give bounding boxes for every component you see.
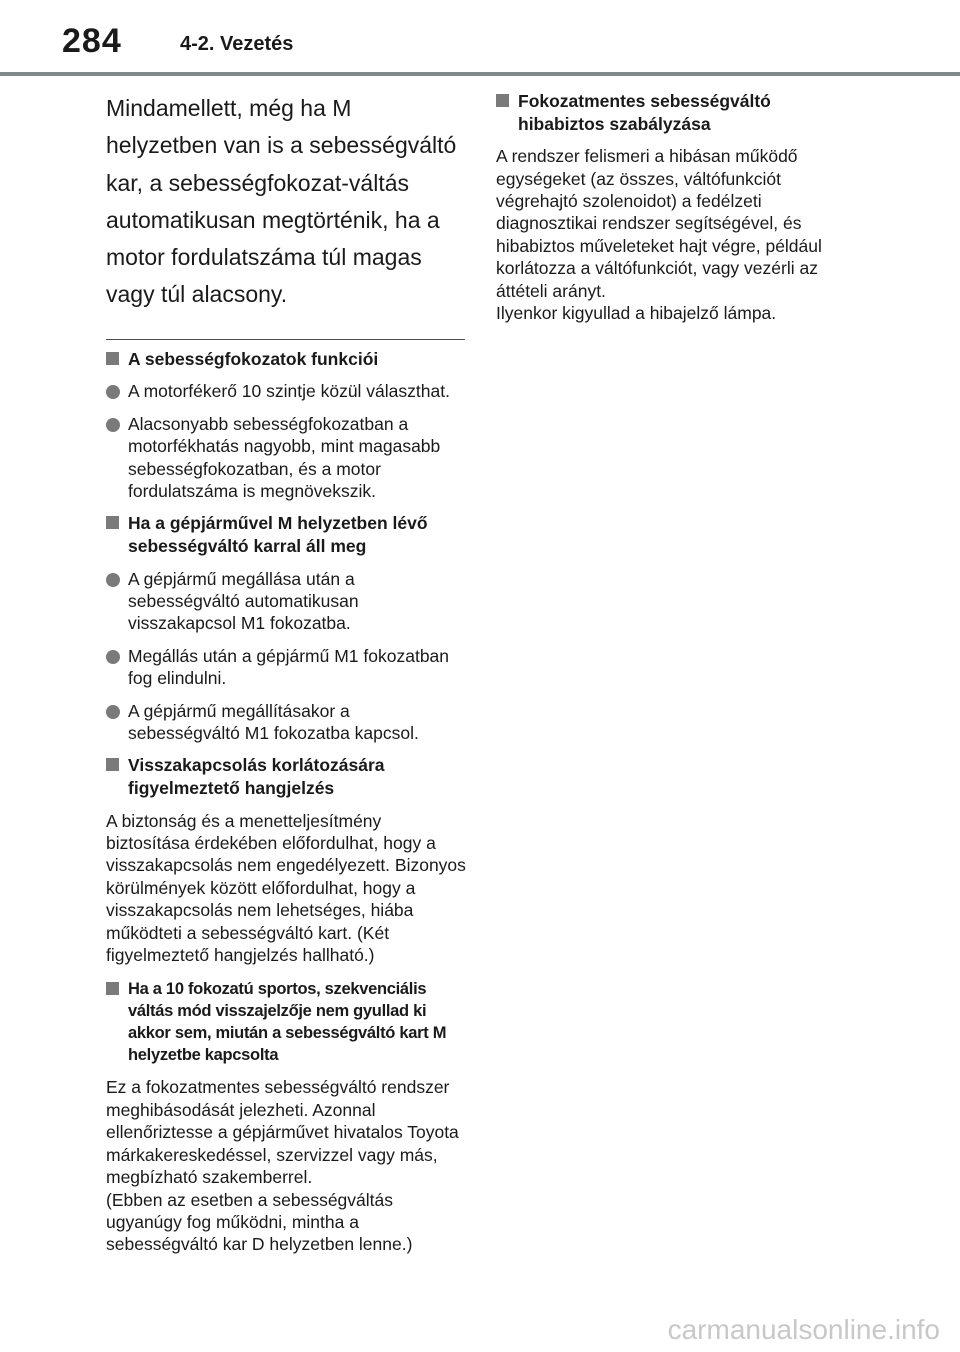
failsafe-body: A rendszer felismeri a hibásan működő egységeket (az összes, váltófunkciót végrehajtó szolenoidot) a fedélzeti diagnosztikai rendszer segítségével, és hibabiztos műveleteket hajt végre, például korlátozza a váltófunkciót, vagy vezérli az áttételi arányt. <box>496 146 822 301</box>
circle-bullet-icon <box>106 385 120 399</box>
bullet-item <box>106 413 466 503</box>
bullet-item <box>106 568 466 635</box>
bullet-item <box>106 700 466 745</box>
circle-bullet-icon <box>106 573 120 587</box>
bullet-item <box>106 645 466 690</box>
circle-bullet-icon <box>106 650 120 664</box>
circle-bullet-icon <box>106 705 120 719</box>
bullet-text: A gépjármű megállításakor a sebességváltó M1 fokozatba kapcsol. <box>128 700 419 744</box>
downshift-warning-heading <box>106 754 466 799</box>
bullet-item <box>106 380 466 402</box>
stop-in-m-heading <box>106 512 466 557</box>
intro-paragraph: Mindamellett, még ha M helyzetben van is a sebességváltó kar, a sebességfokozat-váltás automatikusan megtörténik, ha a motor fordulatszáma túl magas vagy túl alacsony. <box>106 95 457 308</box>
section-title: 4-2. Vezetés <box>180 33 294 55</box>
bullet-text: A motorfékerő 10 szintje közül választhat. <box>128 381 450 402</box>
page-number: 284 <box>62 22 122 60</box>
heading-text: A sebességfokozatok funkciói <box>128 348 379 369</box>
heading-text: Ha a 10 fokozatú sportos, szekvenciális váltás mód visszajelzője nem gyullad ki akkor sem, miután a sebességváltó kart M helyzetbe kapcsolta <box>128 980 447 1065</box>
indicator-not-lit-heading <box>106 978 466 1066</box>
bullet-text: Alacsonyabb sebességfokozatban a motorfékhatás nagyobb, mint magasabb sebességfokozatban, és a motor fordulatszáma is megnövekszik. <box>128 413 441 501</box>
square-bullet-icon <box>106 516 119 529</box>
square-bullet-icon <box>106 352 119 365</box>
heading-text: Fokozatmentes sebességváltó hibabiztos szabályzása <box>518 91 771 134</box>
square-bullet-icon <box>496 94 509 107</box>
failsafe-note: Ilyenkor kigyullad a hibajelző lámpa. <box>496 303 777 324</box>
section-divider <box>106 339 465 340</box>
left-column <box>106 90 466 1268</box>
indicator-not-lit-note: (Ebben az esetben a sebességváltás ugyanúgy fog működni, mintha a sebességváltó kar D helyzetben lenne.) <box>106 1189 413 1255</box>
square-bullet-icon <box>106 982 119 995</box>
indicator-not-lit-body: Ez a fokozatmentes sebességváltó rendszer meghibásodását jelezheti. Azonnal ellenőriztesse a gépjárművet hivatalos Toyota márkakereskedéssel, szervizzel vagy más, megbízható szakemberrel. <box>106 1077 459 1188</box>
gear-functions-heading <box>106 348 466 371</box>
bullet-text: Megállás után a gépjármű M1 fokozatban fog elindulni. <box>128 645 450 689</box>
downshift-warning-body: A biztonság és a menetteljesítmény biztosítása érdekében előfordulhat, hogy a visszakapcsolás nem engedélyezett. Bizonyos körülmények között előfordulhat, hogy a visszakapcsolás nem lehetséges, hiába működteti a sebességváltó kart. (Két figyelmeztető hangjelzés hallható.) <box>106 810 466 966</box>
header-divider <box>0 72 960 76</box>
watermark: carmanualsonline.info <box>667 1314 940 1345</box>
circle-bullet-icon <box>106 418 120 432</box>
bullet-text: A gépjármű megállása után a sebességváltó automatikusan visszakapcsol M1 fokozatba. <box>128 568 359 634</box>
square-bullet-icon <box>106 758 119 771</box>
right-column <box>496 90 856 336</box>
heading-text: Ha a gépjárművel M helyzetben lévő sebességváltó karral áll meg <box>128 513 428 556</box>
failsafe-heading <box>496 90 856 135</box>
page-header <box>0 0 960 80</box>
heading-text: Visszakapcsolás korlátozására figyelmeztető hangjelzés <box>128 755 385 799</box>
